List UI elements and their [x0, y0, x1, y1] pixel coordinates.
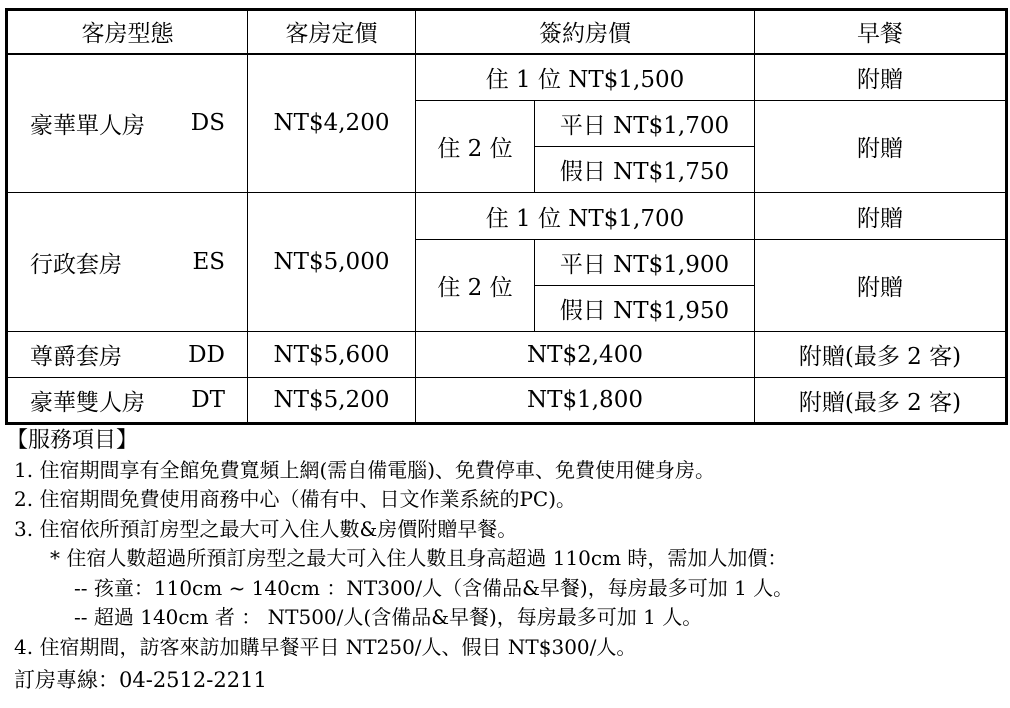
room-code: ES	[192, 249, 225, 275]
holiday-rate: 假日 NT$1,950	[535, 286, 755, 332]
contract-rate: NT$2,400	[416, 332, 755, 378]
room-name: 豪華雙人房	[30, 389, 145, 416]
extra-person-note: * 住宿人數超過所預訂房型之最大可入住人數且身高超過 110cm 時，需加人加價：	[50, 546, 788, 570]
table-row	[7, 193, 1007, 240]
breakfast-cell: 附贈(最多 2 客)	[755, 378, 1007, 424]
list-price: NT$5,000	[248, 193, 416, 332]
room-name: 豪華單人房	[30, 112, 145, 139]
room-type-cell	[7, 54, 248, 193]
double-occupancy-label: 住 2 位	[416, 101, 535, 193]
service-item: 4. 住宿期間，訪客來訪加購早餐平日 NT250/人、假日 NT$300/人。	[14, 634, 637, 659]
booking-hotline: 訂房專線：04-2512-2211	[14, 668, 267, 692]
header-breakfast: 早餐	[755, 10, 1007, 54]
services-title: 【服務項目】	[6, 428, 139, 453]
room-rate-table	[5, 8, 1008, 425]
header-room-type: 客房型態	[7, 10, 248, 54]
header-list-price: 客房定價	[248, 10, 416, 54]
service-item: 1. 住宿期間享有全館免費寬頻上網(需自備電腦)、免費停車、免費使用健身房。	[14, 457, 716, 482]
weekday-rate: 平日 NT$1,700	[535, 101, 755, 147]
table-row	[7, 332, 1007, 378]
services-section	[6, 426, 1004, 696]
room-name: 行政套房	[30, 251, 122, 278]
contract-rate: NT$1,800	[416, 378, 755, 424]
list-price: NT$5,200	[248, 378, 416, 424]
single-occupancy-rate: 住 1 位 NT$1,500	[416, 54, 755, 101]
table-row	[7, 54, 1007, 101]
room-type-cell	[7, 193, 248, 332]
header-contract-price: 簽約房價	[416, 10, 755, 54]
service-item: 3. 住宿依所預訂房型之最大可入住人數&房價附贈早餐。	[14, 516, 518, 541]
list-price: NT$5,600	[248, 332, 416, 378]
weekday-rate: 平日 NT$1,900	[535, 240, 755, 286]
single-occupancy-rate: 住 1 位 NT$1,700	[416, 193, 755, 240]
room-type-cell	[7, 332, 248, 378]
extra-person-sub-item: -- 孩童：110cm ~ 140cm ：NT300/人（含備品&早餐)，每房最多可加 1 人。	[74, 575, 794, 600]
room-code: DD	[188, 341, 225, 368]
double-occupancy-label: 住 2 位	[416, 240, 535, 332]
list-price: NT$4,200	[248, 54, 416, 193]
room-code: DT	[191, 387, 225, 413]
breakfast-cell: 附贈	[755, 54, 1007, 101]
table-row	[7, 378, 1007, 424]
breakfast-cell: 附贈(最多 2 客)	[755, 332, 1007, 378]
room-code: DS	[190, 110, 225, 137]
room-type-cell	[7, 378, 248, 424]
breakfast-cell: 附贈	[755, 193, 1007, 240]
room-name: 尊爵套房	[30, 344, 122, 370]
breakfast-cell: 附贈	[755, 240, 1007, 332]
extra-person-sub-item: -- 超過 140cm 者 ： NT500/人(含備品&早餐)，每房最多可加 1 人。	[74, 605, 703, 629]
holiday-rate: 假日 NT$1,750	[535, 147, 755, 193]
table-header-row	[7, 10, 1007, 54]
breakfast-cell: 附贈	[755, 101, 1007, 193]
service-item: 2. 住宿期間免費使用商務中心（備有中、日文作業系統的PC)。	[14, 487, 577, 511]
